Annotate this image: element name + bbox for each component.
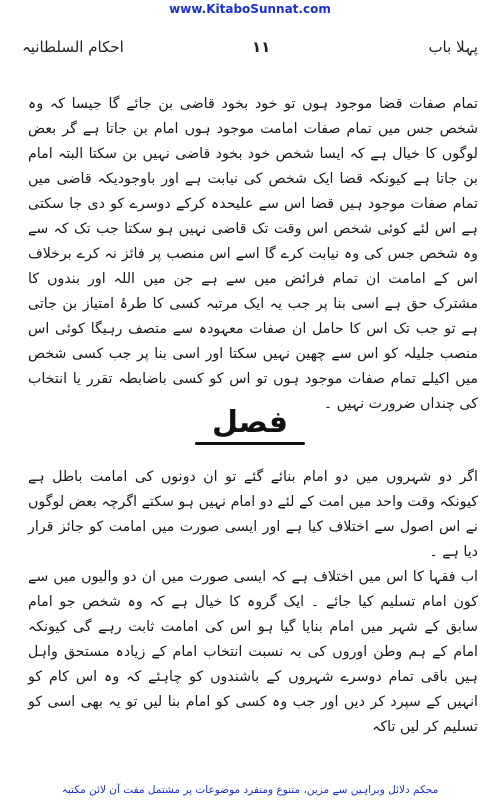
- paragraph: اب فقہا کا اس میں اختلاف ہے کہ ایسی صورت میں ان دو والیوں میں سے کون امام تسلیم کیا جائے ۔ ایک گروہ کا خیال ہے کہ وہ شخص جو امام سابق کے شہر میں امام بنایا گیا ہو اس کی امامت ثابت رہے گی کیونکہ امام کے ہم وطن اوروں کی بہ نسبت انتخاب امام کے زیادہ مستحق واہل ہیں باقی تمام دوسرے شہروں کے باشندوں کو چاہئے کہ وہ اس کام کو انہیں کے سپرد کر دیں اور جب وہ کسی کو امام بنا لیں تو یہ بھی اسی کو تسلیم کر لیں تاکہ: [28, 569, 478, 735]
- body-text-block-2: [28, 465, 478, 740]
- footer-note[interactable]: محکم دلائل وبراہین سے مزین، متنوع ومنفرد موضوعات پر مشتمل مفت آن لائن مکتبہ: [61, 784, 439, 796]
- page-number: ۱۱: [252, 38, 271, 56]
- chapter-title: پہلا باب: [428, 38, 478, 56]
- page-header: [22, 38, 478, 60]
- paragraph: اگر دو شہروں میں دو امام بنائے گئے تو ان دونوں کی امامت باطل ہے کیونکہ وقت واحد میں امت کے لئے دو امام نہیں ہو سکتے اگرچہ بعض لوگوں نے اس اصول سے اختلاف کیا ہے اور ایسی صورت میں امامت کو جائز قرار دیا ہے ۔: [28, 469, 478, 560]
- book-title: احکام السلطانیہ: [22, 38, 124, 56]
- body-text-block-1: [28, 92, 478, 417]
- site-url[interactable]: www.KitaboSunnat.com: [169, 2, 331, 16]
- section-heading: [0, 405, 500, 445]
- heading-underline: [195, 442, 305, 445]
- paragraph: تمام صفات قضا موجود ہوں تو خود بخود قاضی بن جائے گا جیسا کہ وہ شخص جس میں تمام صفات امامت موجود ہوں امام بن جاتا ہے گر بعض لوگوں کا خیال ہے کہ ایسا شخص خود بخود قاضی نہیں بن سکتا البتہ امام بن جاتا ہے کیونکہ قضا ایک شخص کی نیابت ہے اور باوجودیکہ قاضی میں تمام صفات موجود ہیں قضا اس سے علیحدہ کرکے دوسرے کو دی جا سکتی ہے اس لئے کوئی شخص اس وقت تک قاضی نہیں ہو سکتا جب تک کہ سے وہ شخص جس کی وہ نیابت کرے گا اسے اس منصب پر فائز نہ کرے برخلاف اس کے امامت ان تمام فرائض میں سے ہے جن میں اللہ اور بندوں کا مشترک حق ہے اسی بنا پر جب یہ ایک مرتبہ کسی کا طرۂ امتیاز بن جاتی ہے تو جب تک اس کا حامل ان صفات معہودہ سے متصف رہیگا کوئی اس منصب جلیلہ کو اس سے چھین نہیں سکتا اور اسی بنا پر جب کسی شخص میں اکیلے تمام صفات موجود ہوں تو اس کو کسی باضابطہ تقرر یا انتخاب کی چنداں ضرورت نہیں ۔: [28, 96, 478, 412]
- section-heading-text: فصل: [212, 405, 288, 440]
